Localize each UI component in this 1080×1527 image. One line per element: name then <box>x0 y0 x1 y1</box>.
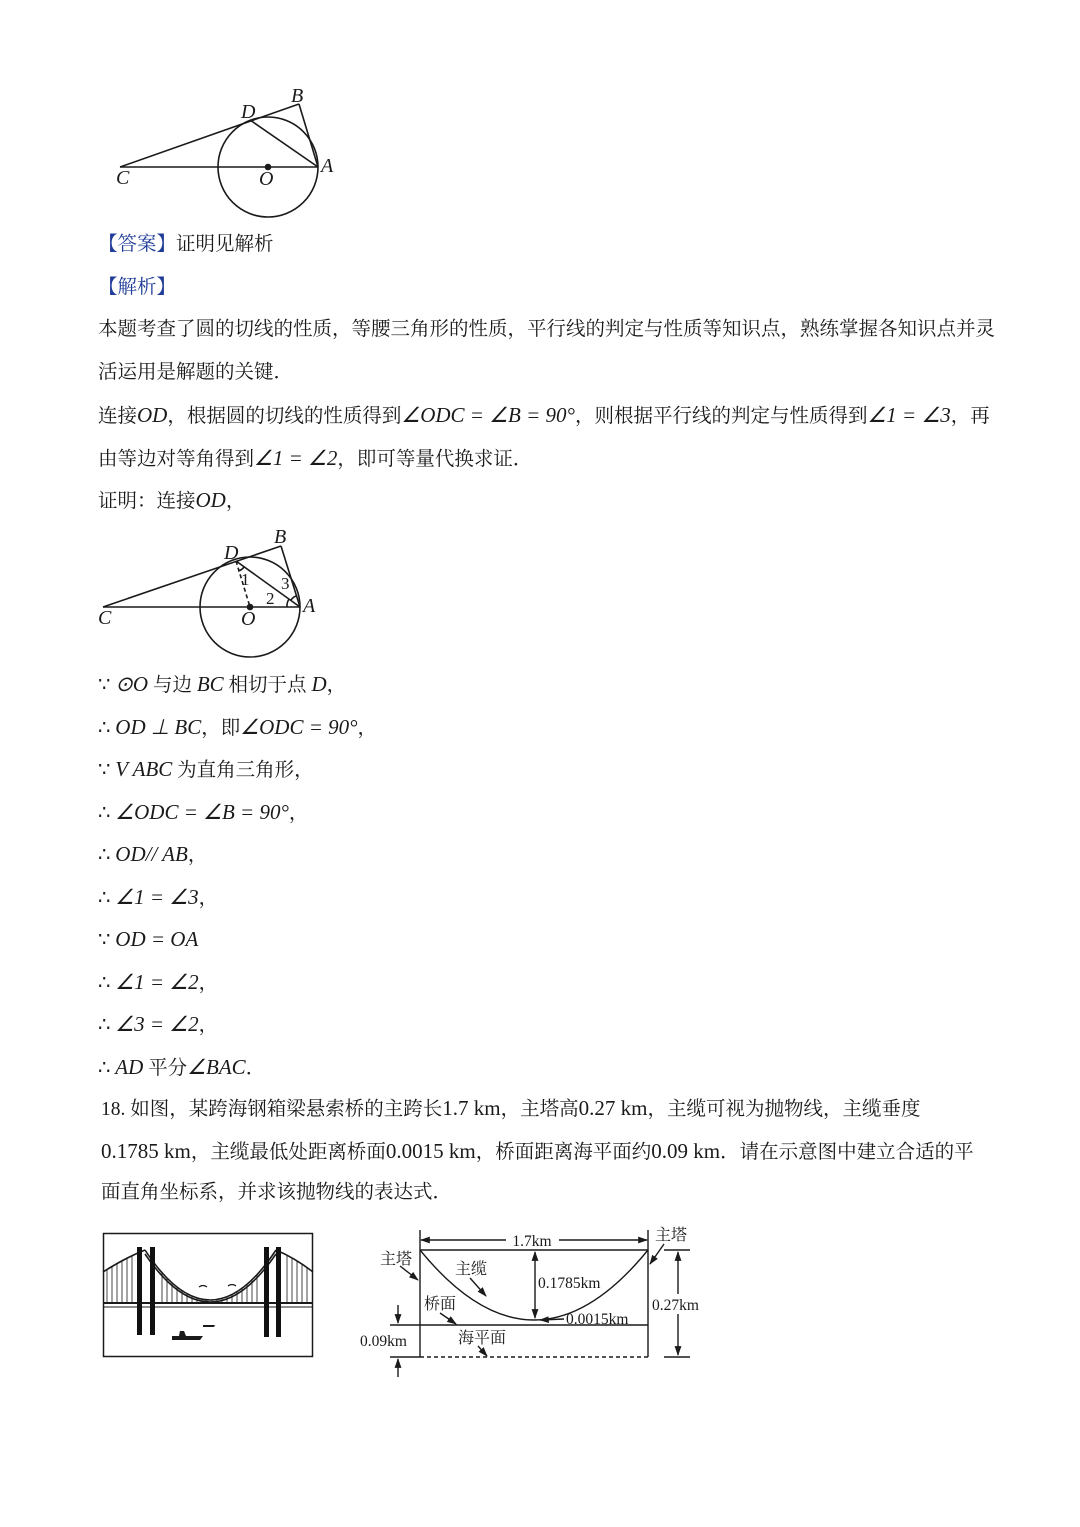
label-d: D <box>224 542 239 564</box>
math-expression: ∠ODC = 90° <box>240 714 358 739</box>
gap-pointer <box>540 1319 564 1320</box>
circle-figure-1 <box>116 85 334 217</box>
left-tower-leg-2 <box>150 1247 155 1335</box>
quantity: 0.0015 km <box>385 1138 476 1163</box>
label-c: C <box>98 607 112 629</box>
text-line <box>98 394 995 437</box>
math-expression: ⊙O <box>115 672 149 696</box>
text-line <box>98 309 995 352</box>
angle-3-arc <box>291 596 296 600</box>
math-expression: ∠ODC = ∠B = 90° <box>115 799 289 824</box>
label-c: C <box>116 167 130 189</box>
text-segment: ∴ <box>98 1015 116 1036</box>
text-line <box>98 352 995 395</box>
text-segment: ， <box>326 675 347 696</box>
math-expression: D <box>311 672 327 696</box>
gap-label: 0.0015km <box>566 1311 629 1328</box>
label-b: B <box>274 526 287 548</box>
sag-label: 0.1785km <box>538 1275 601 1292</box>
text-segment: 由等边对等角得到 <box>98 448 255 470</box>
text-segment: ∴ <box>98 845 116 866</box>
text-segment: ， <box>187 845 208 866</box>
cable-pointer <box>470 1278 486 1296</box>
math-expression: BC <box>196 672 224 696</box>
text-segment: ∵ <box>98 760 116 781</box>
quantity: 0.27 km <box>578 1096 648 1120</box>
text-segment: 为直角三角形， <box>172 760 314 781</box>
math-expression: OD ⊥ BC <box>115 714 202 739</box>
quantity: 0.09 km <box>651 1138 721 1163</box>
text-segment: ，再 <box>950 406 990 427</box>
text-segment: ∵ <box>98 930 116 951</box>
segment-da <box>250 120 318 167</box>
sea-pointer <box>478 1346 487 1356</box>
text-segment: 相切于点 <box>223 675 312 696</box>
left-tower-leg-1 <box>137 1247 142 1335</box>
text-segment: 面直角坐标系，并求该抛物线的表达式． <box>101 1182 453 1203</box>
text-line <box>98 479 995 522</box>
math-expression: ∠3 = ∠2 <box>115 1012 199 1036</box>
text-line <box>98 663 377 706</box>
math-expression: OD <box>195 488 226 512</box>
right-tower-leg-2 <box>276 1247 281 1337</box>
cable-label: 主缆 <box>455 1261 488 1278</box>
text-segment: ， <box>198 1015 219 1036</box>
text-segment: ， <box>198 887 219 909</box>
text-segment: 证明见解析 <box>176 234 274 255</box>
text-segment: ， <box>288 802 309 824</box>
text-line <box>98 833 377 876</box>
left-tower-pointer <box>400 1266 418 1280</box>
angle-label-3: 3 <box>281 574 290 593</box>
text-line <box>98 918 377 961</box>
text-segment: 连接 <box>98 406 138 427</box>
text-segment: 与边 <box>148 675 197 696</box>
text-segment: ∴ <box>98 972 116 994</box>
circle-figure-2 <box>98 526 316 657</box>
section-tag: 【答案】 <box>98 234 177 255</box>
math-expression: ∠1 = ∠2 <box>254 445 338 470</box>
text-segment: 证明：连接 <box>98 491 196 512</box>
text-segment: ，主缆可视为抛物线，主缆垂度 <box>647 1099 921 1120</box>
segment-cb <box>103 546 281 607</box>
math-expression: ∠1 = ∠2 <box>115 969 199 994</box>
text-segment: ， <box>198 972 219 994</box>
deck-height-label: 0.09km <box>360 1333 407 1350</box>
right-tower-label: 主塔 <box>655 1227 688 1244</box>
label-a: A <box>321 155 334 177</box>
sea-label: 海平面 <box>458 1330 507 1347</box>
text-line <box>98 1046 377 1089</box>
math-expression: OD// AB <box>115 842 188 866</box>
text-line <box>98 267 995 310</box>
label-o: O <box>241 608 256 630</box>
text-segment: ∵ <box>98 675 116 696</box>
text-line <box>98 876 377 919</box>
text-segment: ，即可等量代换求证． <box>337 448 533 470</box>
angle-label-2: 2 <box>266 589 275 608</box>
text-line <box>98 791 377 834</box>
tower-height-label: 0.27km <box>652 1297 699 1314</box>
solution-analysis <box>98 224 995 522</box>
math-expression: ∠1 = ∠3 <box>115 884 199 909</box>
section-tag: 【解析】 <box>98 276 177 298</box>
text-line <box>98 961 377 1004</box>
label-d: D <box>241 101 256 123</box>
deck-pointer <box>440 1313 456 1324</box>
quantity: 0.1785 km <box>101 1138 191 1163</box>
text-segment: ，则根据平行线的判定与性质得到 <box>574 406 868 427</box>
text-segment: ，主缆最低处距离桥面 <box>190 1141 386 1163</box>
text-line <box>98 748 377 791</box>
text-line <box>98 224 995 267</box>
text-segment: ， <box>225 491 246 512</box>
text-segment: ，主塔高 <box>500 1099 579 1120</box>
text-segment: ∴ <box>98 717 116 739</box>
math-expression: ∠BAC <box>187 1054 246 1079</box>
left-tower-label: 主塔 <box>380 1251 413 1268</box>
proof-steps <box>98 663 377 1088</box>
text-segment: ．请在示意图中建立合适的平 <box>720 1141 974 1163</box>
text-line <box>98 706 377 749</box>
text-segment: 18. 如图，某跨海钢箱梁悬索桥的主跨长 <box>101 1099 443 1120</box>
text-segment: 本题考查了圆的切线的性质，等腰三角形的性质，平行线的判定与性质等知识点，熟练掌握各知识点并灵 <box>98 319 996 340</box>
math-expression: AD <box>115 1054 144 1079</box>
text-segment: ． <box>245 1057 266 1079</box>
angle-2-arc <box>287 599 289 607</box>
text-segment: ∴ <box>98 802 116 824</box>
label-a: A <box>303 595 316 617</box>
text-line <box>98 1003 377 1046</box>
text-segment: ，根据圆的切线的性质得到 <box>167 406 402 427</box>
boat-small-icon <box>203 1325 215 1327</box>
math-expression: ∠1 = ∠3 <box>867 403 951 427</box>
text-segment: ∴ <box>98 887 116 909</box>
math-expression: ∠ODC = ∠B = 90° <box>401 403 575 427</box>
text-line <box>98 437 995 480</box>
label-o: O <box>259 168 274 190</box>
label-b: B <box>291 85 304 107</box>
text-segment: 活运用是解题的关键． <box>98 361 294 383</box>
text-line <box>101 1130 974 1173</box>
right-tower-pointer <box>650 1244 664 1264</box>
span-label: 1.7km <box>512 1233 552 1250</box>
text-segment: ， <box>357 717 378 739</box>
math-expression: OD <box>137 403 168 427</box>
math-expression: V ABC <box>115 757 173 781</box>
quantity: 1.7 km <box>442 1096 501 1120</box>
bridge-diagram <box>360 1226 699 1377</box>
text-segment: ，即 <box>201 717 241 739</box>
text-line <box>101 1172 974 1215</box>
math-expression: OD = OA <box>115 927 199 951</box>
text-segment: ，桥面距离海平面约 <box>475 1141 652 1163</box>
deck-label: 桥面 <box>424 1296 457 1313</box>
question-18 <box>101 1087 974 1215</box>
text-segment: ∴ <box>98 1057 116 1079</box>
text-segment: 平分 <box>143 1057 188 1079</box>
bridge-photo <box>103 1234 313 1357</box>
text-line <box>101 1087 974 1130</box>
segment-ba <box>299 104 318 167</box>
right-tower-leg-1 <box>264 1247 269 1337</box>
angle-label-1: 1 <box>241 570 250 589</box>
